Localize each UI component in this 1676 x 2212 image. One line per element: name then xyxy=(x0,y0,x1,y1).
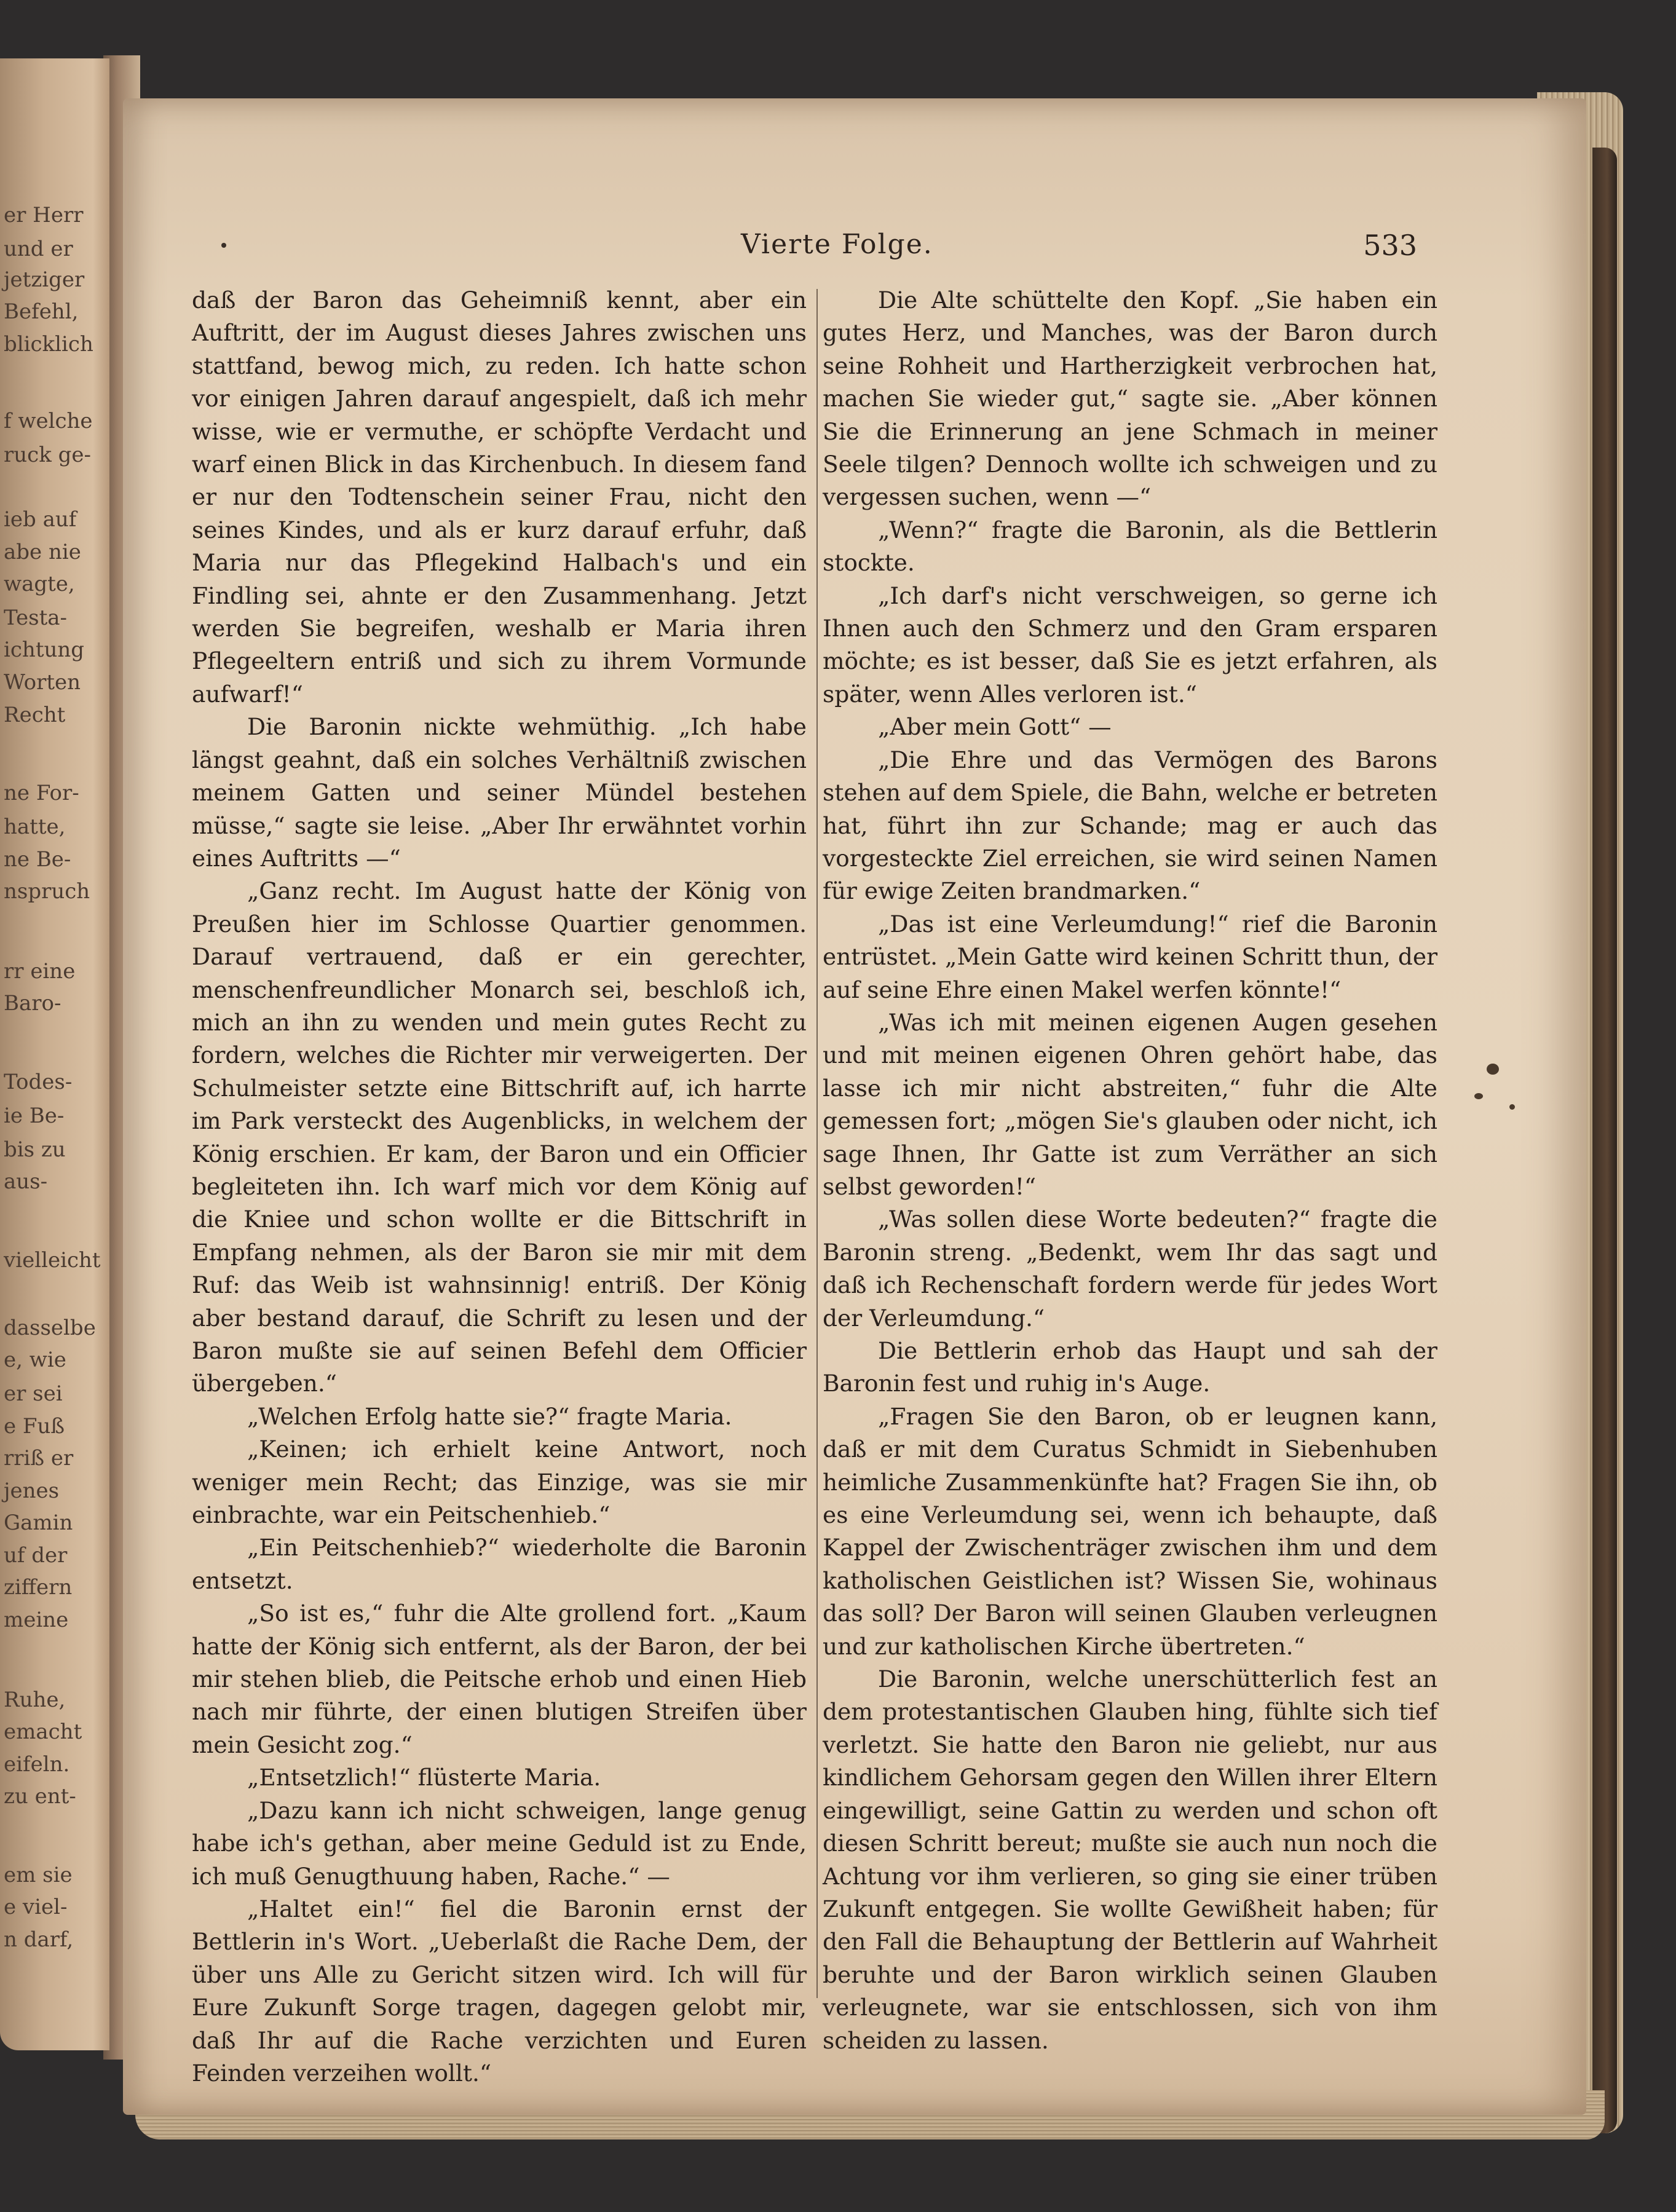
margin-fragment: hatte, xyxy=(4,815,66,839)
paragraph: daß der Baron das Geheimniß kennt, aber ein Auftritt, der im August dieses Jahres zwischen uns stattfand, bewog mich, zu reden. Ich hatte schon vor einigen Jahren darauf angespielt, daß ich mehr wisse, wie er vermuthe, er schöpfte Verdacht und warf einen Blick in das Kirchenbuch. In diesem fand er nur den Todtenschein seiner Frau, nicht den seines Kindes, und als er kurz darauf erfuhr, daß Maria nur das Pflegekind Halbach's und ein Findling sei, ahnte er den Zusammenhang. Jetzt werden Sie begreifen, weshalb er Maria ihren Pflegeeltern entriß und sich zu ihrem Vormunde aufwarf!“ xyxy=(192,286,807,708)
margin-fragment: Gamin xyxy=(4,1511,73,1535)
margin-fragment: e, wie xyxy=(4,1348,66,1372)
margin-fragment: Testa- xyxy=(4,606,68,630)
margin-fragment: dasselbe xyxy=(4,1316,96,1340)
left-column xyxy=(192,284,807,2090)
paragraph: „Haltet ein!“ fiel die Baronin ernst der Bettlerin in's Wort. „Ueberlaßt die Rache Dem, der über uns Alle zu Gericht sitzen wird. Ich will für Eure Zukunft Sorge tragen, dagegen gelobt mir, daß Ihr auf die Rache verzichten und Euren Feinden verzeihen wollt.“ xyxy=(192,1895,807,2087)
ink-stain xyxy=(1474,1093,1483,1099)
margin-fragment: Befehl, xyxy=(4,299,79,324)
paragraph: „Welchen Erfolg hatte sie?“ fragte Maria. xyxy=(247,1402,732,1430)
margin-fragment: e viel- xyxy=(4,1895,68,1919)
margin-fragment: wagte, xyxy=(4,572,75,596)
margin-fragment: Ruhe, xyxy=(4,1688,66,1712)
running-header xyxy=(741,229,1417,272)
paragraph: „Was ich mit meinen eigenen Augen gesehen und mit meinen eigenen Ohren gehört habe, das lasse ich mir nicht abstreiten,“ fuhr die Alte gemessen fort; „mögen Sie's glauben oder nicht, ich sage Ihnen, Ihr Gatte ist zum Verräther an sich selbst geworden!“ xyxy=(823,1008,1437,1200)
left-page-edge xyxy=(0,58,109,2050)
margin-fragment: nspruch xyxy=(4,879,90,904)
margin-fragment: ichtung xyxy=(4,638,85,662)
margin-fragment: e Fuß xyxy=(4,1414,65,1439)
paragraph: „Dazu kann ich nicht schweigen, lange genug habe ich's gethan, aber meine Geduld ist zu Ende, ich muß Genugthuung haben, Rache.“ — xyxy=(192,1796,807,1890)
ink-stain xyxy=(1487,1064,1499,1075)
margin-fragment: f welche xyxy=(4,409,93,433)
page-number: 533 xyxy=(1363,229,1417,262)
paragraph: Die Bettlerin erhob das Haupt und sah der Baronin fest und ruhig in's Auge. xyxy=(823,1337,1437,1397)
margin-fragment: und er xyxy=(4,237,73,261)
margin-fragment: er sei xyxy=(4,1381,63,1406)
margin-fragment: vielleicht xyxy=(4,1248,101,1273)
margin-fragment: ie Be- xyxy=(4,1104,65,1128)
margin-fragment: bis zu xyxy=(4,1137,66,1162)
margin-fragment: Baro- xyxy=(4,991,61,1016)
margin-fragment: Worten xyxy=(4,670,81,695)
paragraph: Die Alte schüttelte den Kopf. „Sie haben ein gutes Herz, und Manches, was der Baron durch seine Rohheit und Hartherzigkeit verbrochen hat, machen Sie wieder gut,“ sagte sie. „Aber können Sie die Erinnerung an jene Schmach in meiner Seele tilgen? Dennoch wollte ich schweigen und zu vergessen suchen, wenn —“ xyxy=(823,286,1437,511)
paragraph: „Die Ehre und das Vermögen des Barons stehen auf dem Spiele, die Bahn, welche er betreten hat, führt ihn zur Schande; mag er auch das vorgesteckte Ziel erreichen, sie wird seinen Namen für ewige Zeiten brandmarken.“ xyxy=(823,746,1437,905)
paragraph: „Fragen Sie den Baron, ob er leugnen kann, daß er mit dem Curatus Schmidt in Siebenhuben heimliche Zusammenkünfte hat? Fragen Sie ihn, ob es eine Verleumdung sei, wenn ich behaupte, daß Kappel der Zwischenträger zwischen ihm und dem katholischen Geistlichen ist? Wissen Sie, wohinaus das soll? Der Baron will seinen Glauben verleugnen und zur katholischen Kirche übertreten.“ xyxy=(823,1402,1437,1660)
margin-fragment: rr eine xyxy=(4,959,76,984)
paragraph: Die Baronin nickte wehmüthig. „Ich habe längst geahnt, daß ein solches Verhältniß zwischen meinem Gatten und seiner Mündel bestehen müsse,“ sagte sie leise. „Aber Ihr erwähntet vorhin eines Auftritts —“ xyxy=(192,713,807,872)
margin-fragment: em sie xyxy=(4,1863,73,1887)
paragraph: „Ich darf's nicht verschweigen, so gerne ich Ihnen auch den Schmerz und den Gram ersparen möchte; es ist besser, daß Sie es jetzt erfahren, als später, wenn Alles verloren ist.“ xyxy=(823,582,1437,708)
margin-fragment: blicklich xyxy=(4,332,93,357)
paragraph: „Das ist eine Verleumdung!“ rief die Baronin entrüstet. „Mein Gatte wird keinen Schritt thun, der auf seine Ehre einen Makel werfen könnte!“ xyxy=(823,910,1437,1003)
ink-stain xyxy=(1509,1104,1515,1110)
margin-fragment: jetziger xyxy=(4,267,85,292)
margin-fragment: ieb auf xyxy=(4,507,77,532)
column-divider xyxy=(816,289,818,1998)
book-cover-edge xyxy=(1592,148,1617,2133)
margin-fragment: ne For- xyxy=(4,781,79,805)
paragraph: „Keinen; ich erhielt keine Antwort, noch weniger mein Recht; das Einzige, was sie mir einbrachte, war ein Peitschenhieb.“ xyxy=(192,1436,807,1529)
margin-fragment: ruck ge- xyxy=(4,443,91,467)
paragraph: „Entsetzlich!“ flüsterte Maria. xyxy=(247,1764,601,1791)
margin-fragment: uf der xyxy=(4,1543,68,1568)
paragraph: „Was sollen diese Worte bedeuten?“ fragte die Baronin streng. „Bedenkt, wem Ihr das sagt und daß ich Rechenschaft fordern werde für jedes Wort der Verleumdung.“ xyxy=(823,1206,1437,1332)
paragraph: „Ein Peitschenhieb?“ wiederholte die Baronin entsetzt. xyxy=(192,1534,807,1594)
header-title: Vierte Folge. xyxy=(741,229,933,260)
paragraph: Die Baronin, welche unerschütterlich fest an dem protestantischen Glauben hing, fühlte sich tief verletzt. Sie hatte den Baron nie geliebt, nur aus kindlichem Gehorsam gegen den Willen ihrer Eltern eingewilligt, seine Gattin zu werden und schon oft diesen Schritt bereut; mußte sie auch nun noch die Achtung vor ihm verlieren, so ging sie einer trüben Zukunft entgegen. Sie wollte Gewißheit haben; für den Fall die Behauptung der Bettlerin auf Wahrheit beruhte und der Baron wirklich seinen Glauben verleugnete, war sie entschlossen, sich von ihm scheiden zu lassen. xyxy=(823,1665,1437,2054)
margin-fragment: ziffern xyxy=(4,1575,73,1600)
paragraph: „Ganz recht. Im August hatte der König von Preußen hier im Schlosse Quartier genommen. Darauf vertrauend, daß er ein gerechter, menschenfreundlicher Monarch sei, beschloß ich, mich an ihn zu wenden und mein gutes Recht zu fordern, welches die Richter mir verweigerten. Der Schulmeister setzte eine Bittschrift auf, ich harrte im Park versteckt des Augenblicks, in welchem der König erschien. Er kam, der Baron und ein Officier begleiteten ihn. Ich warf mich vor dem König auf die Kniee und schon wollte er die Bittschrift in Empfang nehmen, als der Baron sie mir mit dem Ruf: das Weib ist wahnsinnig! entriß. Der König aber bestand darauf, die Schrift zu lesen und der Baron mußte sie auf seinen Befehl dem Officier übergeben.“ xyxy=(192,877,807,1397)
header-dot xyxy=(221,243,226,248)
margin-fragment: aus- xyxy=(4,1169,48,1194)
paragraph: „So ist es,“ fuhr die Alte grollend fort. „Kaum hatte der König sich entfernt, als der Baron, der bei mir stehen blieb, die Peitsche erhob und einen Hieb nach mir führte, der einen blutigen Streifen über mein Gesicht zog.“ xyxy=(192,1600,807,1758)
margin-fragment: ne Be- xyxy=(4,847,71,872)
margin-fragment: rriß er xyxy=(4,1446,74,1471)
margin-fragment: eifeln. xyxy=(4,1752,70,1777)
margin-fragment: meine xyxy=(4,1608,69,1632)
margin-fragment: Todes- xyxy=(4,1070,73,1094)
margin-fragment: Recht xyxy=(4,703,66,727)
margin-fragment: zu ent- xyxy=(4,1784,76,1809)
margin-fragment: n darf, xyxy=(4,1927,74,1952)
margin-fragment: er Herr xyxy=(4,203,84,227)
margin-fragment: abe nie xyxy=(4,540,81,564)
paragraph: „Aber mein Gott“ — xyxy=(878,713,1112,741)
right-column xyxy=(823,284,1437,2057)
margin-fragment: emacht xyxy=(4,1720,82,1744)
paragraph: „Wenn?“ fragte die Baronin, als die Bettlerin stockte. xyxy=(823,516,1437,577)
margin-fragment: jenes xyxy=(4,1479,60,1503)
